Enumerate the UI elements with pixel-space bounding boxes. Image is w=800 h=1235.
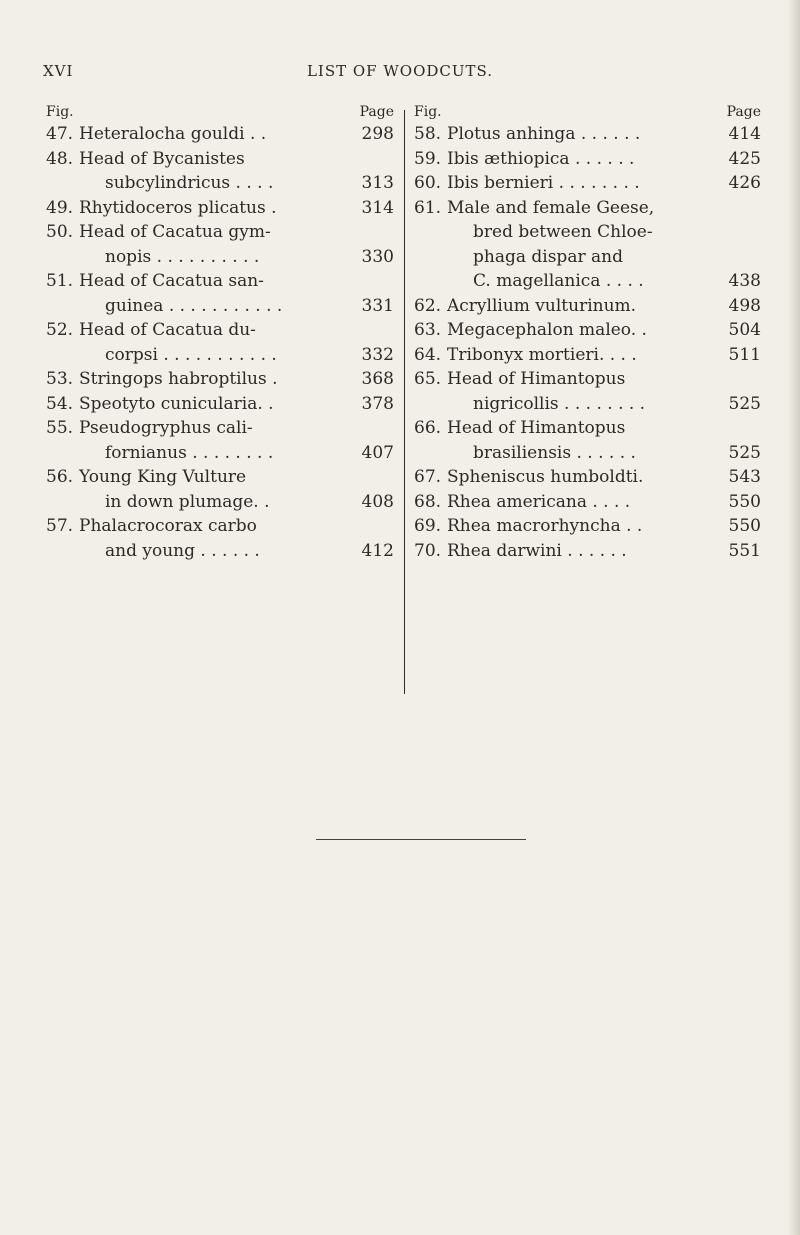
entry-text: Rhytidoceros plicatus .: [79, 197, 277, 218]
list-item: [46, 465, 394, 490]
entry-text: Head of Himantopus: [447, 418, 626, 438]
fig-number: 59.: [414, 148, 442, 169]
list-item: [414, 269, 761, 294]
list-item: [414, 294, 761, 319]
fig-number: 65.: [414, 369, 442, 389]
fig-number: 51.: [46, 271, 74, 291]
entry-page: 550: [728, 491, 761, 512]
entry-page: 408: [361, 491, 394, 512]
entry-text: Stringops habroptilus .: [79, 369, 278, 389]
right-column: [414, 104, 761, 563]
fig-number: 70.: [414, 540, 442, 561]
list-item: [46, 147, 394, 172]
list-item: [46, 539, 394, 564]
fig-number: 66.: [414, 418, 442, 438]
fig-number: 69.: [414, 516, 442, 536]
list-item: [46, 441, 394, 466]
fig-number: 63.: [414, 320, 442, 340]
entry-page: 551: [728, 540, 761, 561]
entry-page: 368: [361, 369, 394, 389]
entry-text: Head of Himantopus: [447, 369, 626, 389]
entry-text: nigricollis . . . . . . . .: [473, 393, 646, 414]
fig-number: 55.: [46, 418, 74, 438]
list-item: [414, 343, 761, 368]
fig-number: 54.: [46, 393, 74, 414]
entry-text: Pseudogryphus cali-: [79, 418, 253, 438]
entry-text: Rhea americana . . . .: [447, 491, 631, 512]
entry-text: nopis . . . . . . . . . .: [105, 246, 260, 267]
entry-text: Phalacrocorax carbo: [79, 516, 257, 536]
entry-text: Head of Cacatua san-: [79, 271, 264, 291]
list-item: [414, 245, 761, 270]
list-item: [414, 122, 761, 147]
fig-number: 62.: [414, 295, 442, 316]
list-item: [46, 392, 394, 417]
entry-page: 498: [728, 295, 761, 316]
fig-number: 64.: [414, 344, 442, 365]
entry-text: Young King Vulture: [79, 467, 247, 487]
column-divider: [404, 110, 405, 694]
entry-page: 331: [361, 295, 394, 316]
list-item: [414, 318, 761, 343]
entry-text: Head of Bycanistes: [79, 148, 245, 169]
left-column: [46, 104, 394, 563]
list-item: [46, 416, 394, 441]
fig-number: 57.: [46, 516, 74, 536]
fig-number: 52.: [46, 320, 74, 340]
fig-number: 67.: [414, 467, 442, 487]
right-column-header: [414, 104, 761, 122]
list-item: [414, 147, 761, 172]
page-number: XVI: [43, 62, 74, 80]
entry-text: Spheniscus humboldti.: [447, 467, 644, 487]
list-item: [414, 490, 761, 515]
entry-page: 378: [361, 393, 394, 414]
list-item: [46, 220, 394, 245]
list-item: [46, 269, 394, 294]
entry-text: Rhea macrorhyncha . .: [447, 516, 643, 536]
running-header: [0, 62, 800, 84]
page-title: LIST OF WOODCUTS.: [306, 62, 494, 80]
entry-text: guinea . . . . . . . . . . .: [105, 295, 283, 316]
list-item: [414, 465, 761, 490]
entry-text: Acryllium vulturinum.: [447, 295, 637, 316]
entry-page: 414: [728, 124, 761, 144]
entry-page: 438: [728, 271, 761, 291]
list-item: [46, 343, 394, 368]
entry-text: phaga dispar and: [473, 246, 623, 267]
list-item: [46, 122, 394, 147]
entry-page: 425: [728, 148, 761, 169]
fig-number: 48.: [46, 148, 74, 169]
entry-text: brasiliensis . . . . . .: [473, 442, 636, 463]
list-item: [46, 294, 394, 319]
fig-number: 56.: [46, 467, 74, 487]
entry-text: bred between Chloe-: [473, 222, 653, 242]
entry-text: and young . . . . . .: [105, 540, 260, 561]
list-item: [414, 441, 761, 466]
fig-number: 58.: [414, 124, 442, 144]
entry-text: Male and female Geese,: [447, 197, 655, 218]
entry-page: 511: [728, 344, 761, 365]
entry-text: corpsi . . . . . . . . . . .: [105, 344, 277, 365]
fig-number: 50.: [46, 222, 74, 242]
entry-text: C. magellanica . . . .: [473, 271, 644, 291]
list-item: [414, 367, 761, 392]
list-item: [46, 514, 394, 539]
entry-text: Tribonyx mortieri. . . .: [447, 344, 637, 365]
page-label: Page: [726, 104, 761, 120]
entry-text: Ibis bernieri . . . . . . . .: [447, 173, 640, 193]
entry-text: Plotus anhinga . . . . . .: [447, 124, 641, 144]
page-edge-shadow: [788, 0, 800, 1235]
entry-page: 313: [361, 173, 394, 193]
entry-page: 412: [361, 540, 394, 561]
list-item: [414, 392, 761, 417]
list-item: [46, 490, 394, 515]
entry-page: 525: [728, 393, 761, 414]
fig-number: 53.: [46, 369, 74, 389]
list-item: [414, 514, 761, 539]
entry-text: Rhea darwini . . . . . .: [447, 540, 627, 561]
list-item: [414, 171, 761, 196]
list-item: [46, 318, 394, 343]
fig-number: 61.: [414, 197, 442, 218]
entry-page: 543: [728, 467, 761, 487]
entry-page: 426: [728, 173, 761, 193]
entry-text: Speotyto cunicularia. .: [79, 393, 274, 414]
entry-page: 504: [728, 320, 761, 340]
entry-text: Head of Cacatua du-: [79, 320, 256, 340]
page-label: Page: [359, 104, 394, 120]
list-item: [46, 245, 394, 270]
entry-page: 330: [361, 246, 394, 267]
entry-text: in down plumage. .: [105, 491, 270, 512]
entry-page: 407: [361, 442, 394, 463]
end-rule: [316, 839, 526, 840]
list-item: [46, 171, 394, 196]
fig-number: 49.: [46, 197, 74, 218]
entry-page: 314: [361, 197, 394, 218]
entry-text: Heteralocha gouldi . .: [79, 124, 267, 144]
entry-page: 550: [728, 516, 761, 536]
entry-page: 525: [728, 442, 761, 463]
fig-number: 68.: [414, 491, 442, 512]
list-item: [46, 367, 394, 392]
fig-label: Fig.: [414, 104, 442, 120]
entry-text: Head of Cacatua gym-: [79, 222, 271, 242]
entry-page: 298: [361, 124, 394, 144]
entry-text: Megacephalon maleo. .: [447, 320, 647, 340]
list-item: [414, 220, 761, 245]
entry-text: subcylindricus . . . .: [105, 173, 274, 193]
fig-label: Fig.: [46, 104, 74, 120]
list-item: [414, 416, 761, 441]
list-item: [46, 196, 394, 221]
fig-number: 60.: [414, 173, 442, 193]
left-column-header: [46, 104, 394, 122]
entry-text: Ibis æthiopica . . . . . .: [447, 148, 635, 169]
list-item: [414, 196, 761, 221]
list-item: [414, 539, 761, 564]
entry-page: 332: [361, 344, 394, 365]
fig-number: 47.: [46, 124, 74, 144]
entry-text: fornianus . . . . . . . .: [105, 442, 274, 463]
